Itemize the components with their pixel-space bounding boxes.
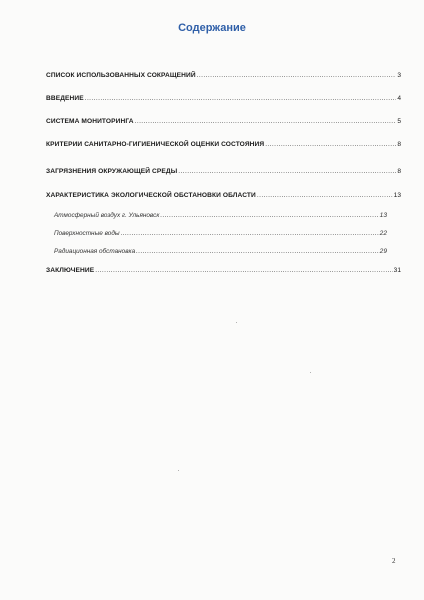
toc-entry: [46, 118, 401, 126]
toc-entry-label: ХАРАКТЕРИСТИКА ЭКОЛОГИЧЕСКОЙ ОБСТАНОВКИ ОБЛАСТИ: [46, 192, 256, 199]
toc-entry: [46, 141, 401, 149]
toc-entry-page: 13: [379, 212, 387, 219]
toc-subentry: [54, 230, 387, 238]
toc-title: Содержание: [178, 22, 246, 34]
toc-entry-page: 29: [379, 248, 387, 255]
toc-entry-label: ВВЕДЕНИЕ: [46, 95, 84, 102]
toc-leader-dots: [95, 267, 392, 275]
toc-entry: [46, 267, 401, 275]
toc-entry-page: 8: [397, 168, 401, 175]
toc-entry-page: 22: [379, 230, 387, 237]
toc-subentry: [54, 212, 387, 220]
toc-entry: [46, 72, 401, 80]
toc-entry-label: СПИСОК ИСПОЛЬЗОВАННЫХ СОКРАЩЕНИЙ: [46, 72, 196, 79]
toc-subentry: [54, 248, 387, 256]
toc-entry: [46, 168, 401, 176]
scan-speck: [178, 470, 179, 471]
toc-entry-label: ЗАГРЯЗНЕНИЯ ОКРУЖАЮЩЕЙ СРЕДЫ: [46, 168, 178, 175]
toc-leader-dots: [257, 192, 393, 200]
toc-entry-page: 8: [397, 141, 401, 148]
toc-entry: [46, 192, 401, 200]
toc-entry-label: Атмосферный воздух г. Ульяновск: [54, 212, 160, 219]
toc-entry-label: СИСТЕМА МОНИТОРИНГА: [46, 118, 134, 125]
toc-entry-page: 13: [393, 192, 401, 199]
toc-entry-label: КРИТЕРИИ САНИТАРНО-ГИГИЕНИЧЕСКОЙ ОЦЕНКИ СОСТОЯНИЯ: [46, 141, 265, 148]
scan-speck: [310, 372, 311, 373]
toc-entry-label: Поверхностные воды: [54, 230, 120, 237]
toc-leader-dots: [136, 248, 379, 256]
toc-leader-dots: [85, 95, 397, 103]
toc-leader-dots: [121, 230, 379, 238]
toc-leader-dots: [197, 72, 397, 80]
toc-entry-page: 31: [393, 267, 401, 274]
toc-leader-dots: [178, 168, 396, 176]
scan-speck: [236, 322, 237, 323]
toc-entry-page: 5: [397, 118, 401, 125]
toc-leader-dots: [160, 212, 378, 220]
toc-entry-page: 3: [397, 72, 401, 79]
toc-leader-dots: [135, 118, 397, 126]
page-number: 2: [392, 557, 396, 565]
toc-entry-page: 4: [397, 95, 401, 102]
toc-entry-label: ЗАКЛЮЧЕНИЕ: [46, 267, 95, 274]
toc-entry: [46, 95, 401, 103]
toc-leader-dots: [265, 141, 396, 149]
toc-entry-label: Радиационная обстановка: [54, 248, 136, 255]
